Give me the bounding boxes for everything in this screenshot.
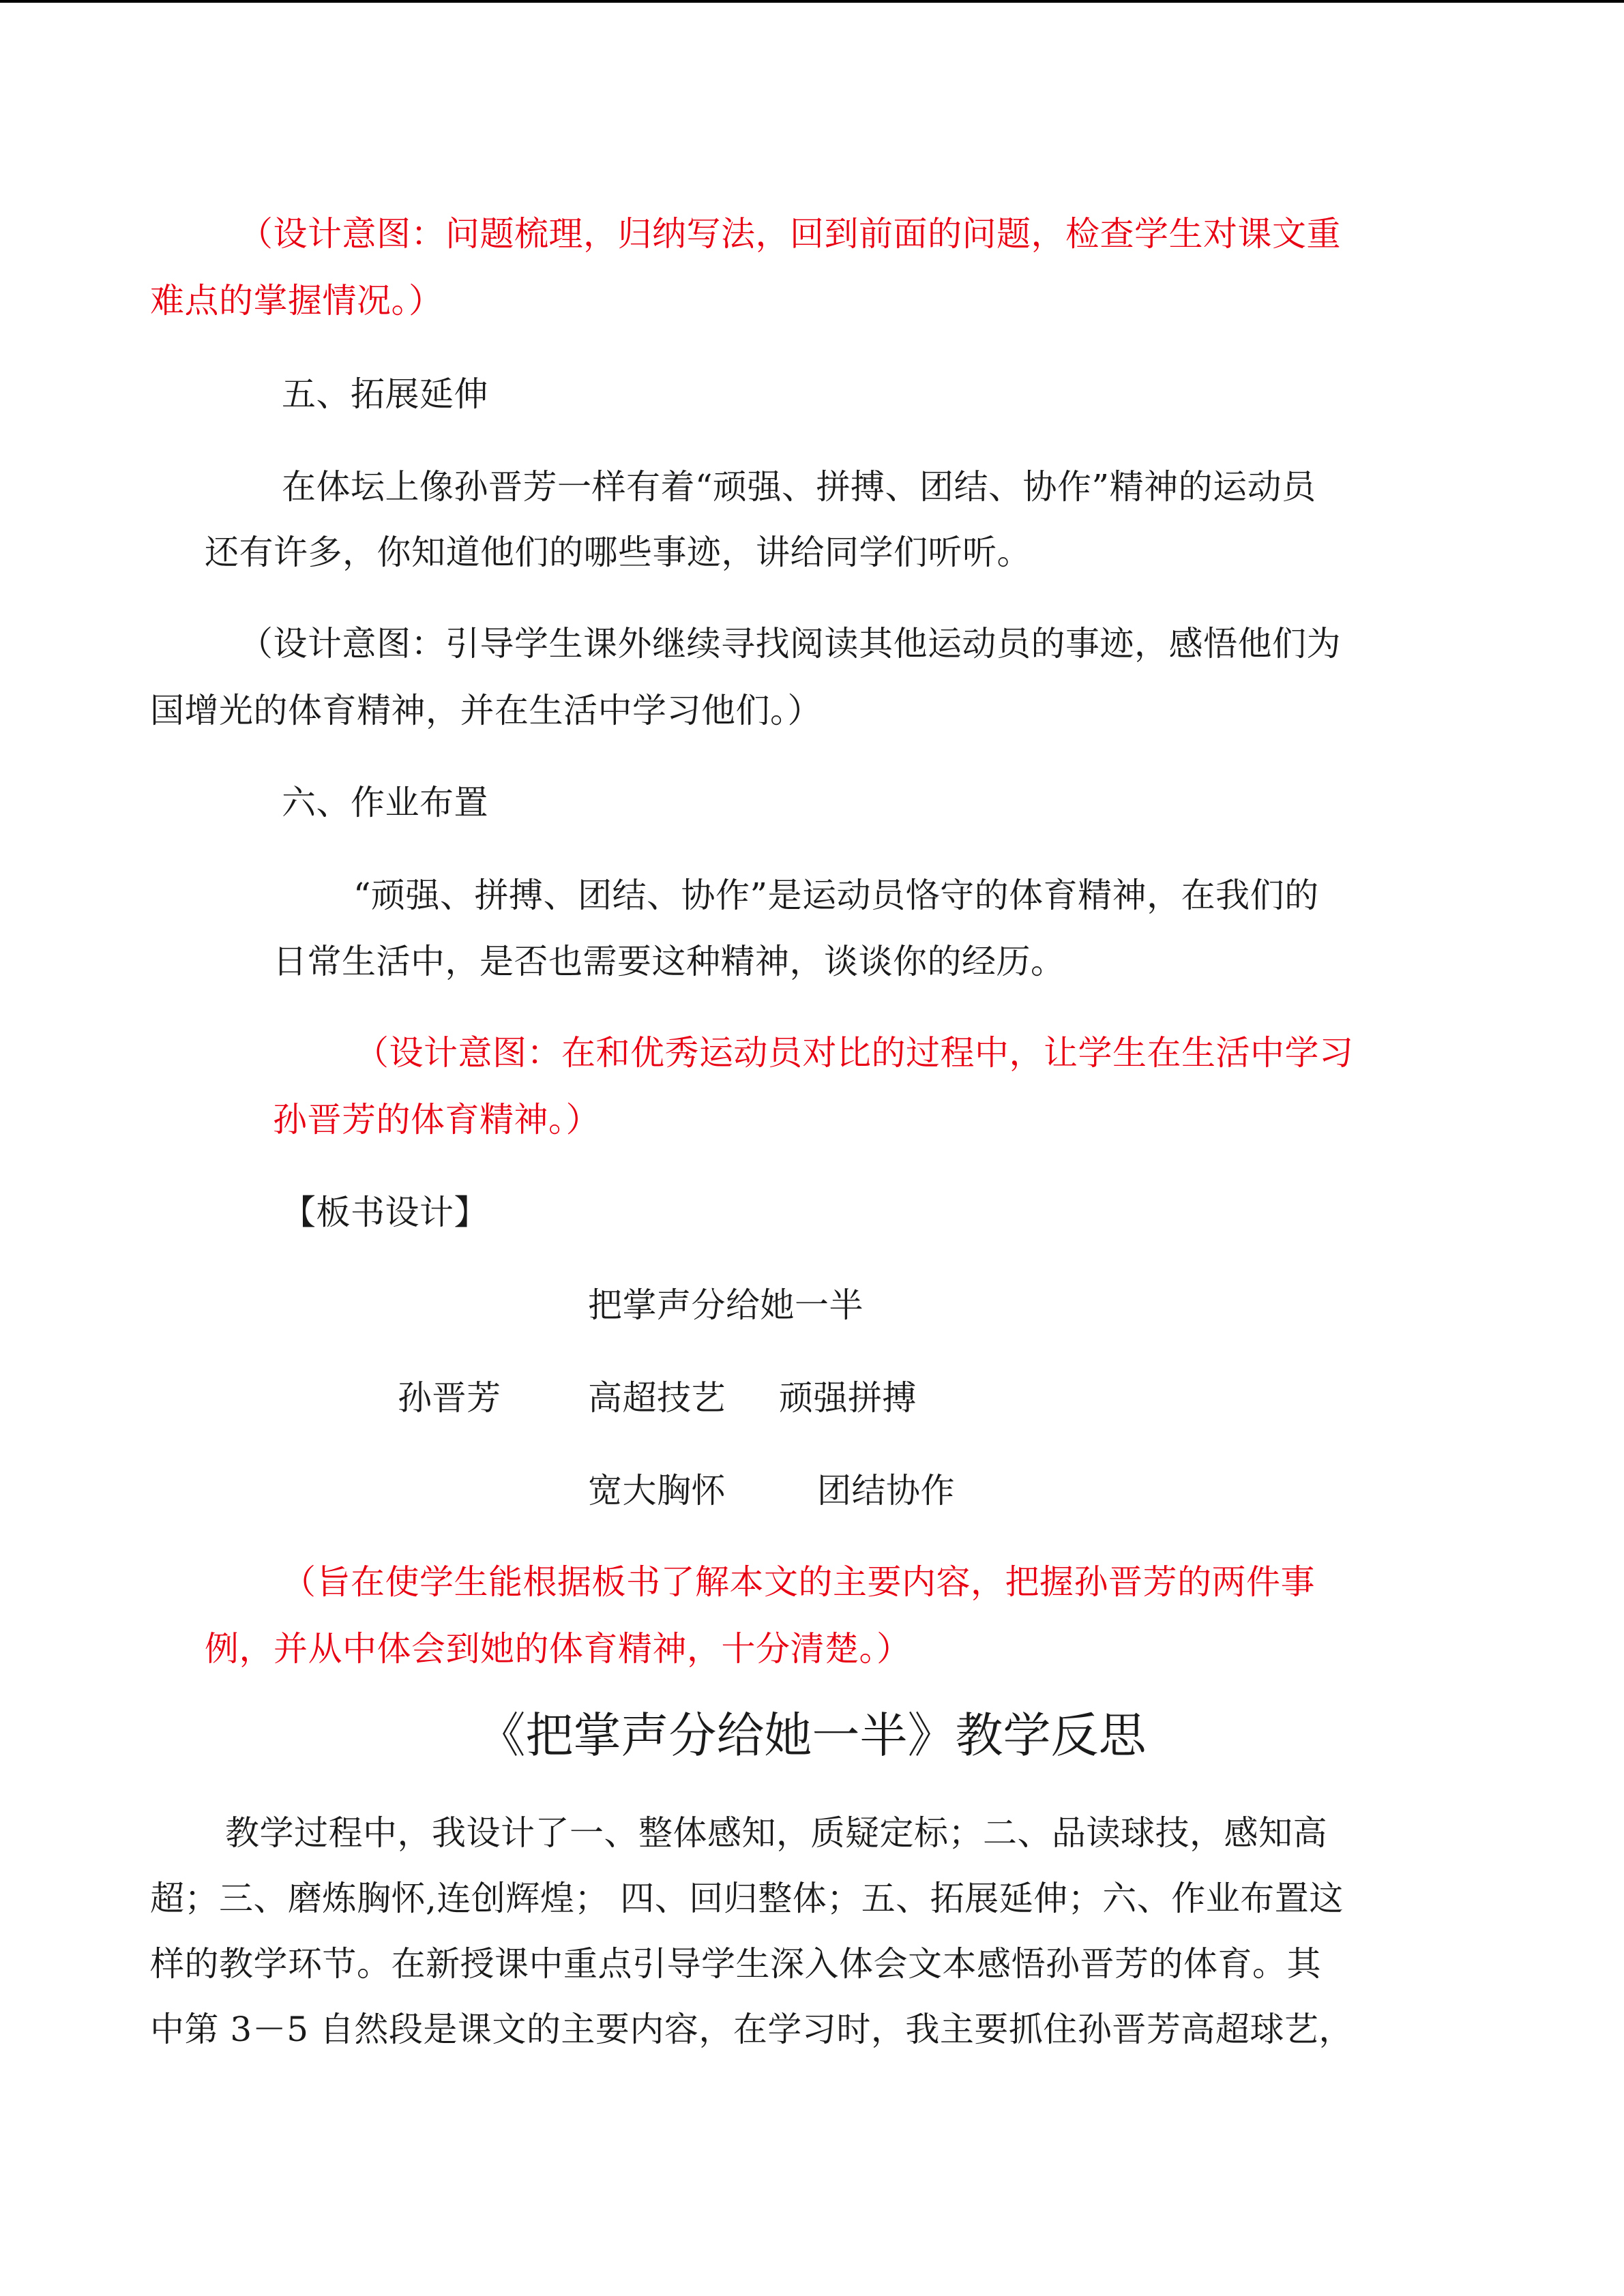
reflection-line4: 中第 3－5 自然段是课文的主要内容，在学习时，我主要抓住孙晋芳高超球艺， [150, 2010, 1353, 2049]
board-design-heading: 【板书设计】 [282, 1193, 488, 1232]
section5-design-note-line1: （设计意图：引导学生课外继续寻找阅读其他运动员的事迹，感悟他们为 [239, 624, 1341, 664]
board-heart: 宽大胸怀 [588, 1471, 726, 1510]
page-top-border [0, 0, 1624, 3]
section6-design-note-line1: （设计意图：在和优秀运动员对比的过程中，让学生在生活中学习 [355, 1033, 1354, 1073]
section5-paragraph-line2: 还有许多，你知道他们的哪些事迹，讲给同学们听听。 [205, 533, 1031, 572]
board-design-note-line1: （旨在使学生能根据板书了解本文的主要内容，把握孙晋芳的两件事 [282, 1562, 1315, 1602]
reflection-title: 《把掌声分给她一半》教学反思 [477, 1708, 1147, 1763]
board-title: 把掌声分给她一半 [588, 1285, 863, 1325]
reflection-line1: 教学过程中，我设计了一、整体感知，质疑定标；二、品读球技，感知高 [225, 1813, 1327, 1853]
section5-paragraph-line1: 在体坛上像孙晋芳一样有着“顽强、拼搏、团结、协作”精神的运动员 [282, 467, 1316, 507]
reflection-line2: 超；三、磨炼胸怀,连创辉煌； 四、回归整体；五、拓展延伸；六、作业布置这 [150, 1879, 1344, 1918]
section5-design-note-line2: 国增光的体育精神，并在生活中学习他们。） [150, 691, 822, 730]
board-person: 孙晋芳 [398, 1378, 501, 1418]
design-note-4-line1: （设计意图：问题梳理，归纳写法，回到前面的问题，检查学生对课文重 [239, 214, 1341, 254]
section6-paragraph-line1: “顽强、拼搏、团结、协作”是运动员恪守的体育精神，在我们的 [353, 876, 1319, 915]
section6-design-note-line2: 孙晋芳的体育精神。） [273, 1100, 600, 1139]
design-note-4-line2: 难点的掌握情况。） [150, 281, 443, 320]
section5-heading: 五、拓展延伸 [282, 374, 488, 414]
section6-paragraph-line2: 日常生活中，是否也需要这种精神，谈谈你的经历。 [273, 942, 1065, 981]
section6-heading: 六、作业布置 [282, 783, 488, 822]
reflection-line3: 样的教学环节。在新授课中重点引导学生深入体会文本感悟孙晋芳的体育。其 [150, 1944, 1321, 1984]
board-skill-trait: 顽强拼搏 [779, 1378, 917, 1418]
board-skill: 高超技艺 [588, 1378, 726, 1418]
board-heart-trait: 团结协作 [817, 1471, 955, 1510]
board-design-note-line2: 例，并从中体会到她的体育精神，十分清楚。） [205, 1629, 911, 1669]
